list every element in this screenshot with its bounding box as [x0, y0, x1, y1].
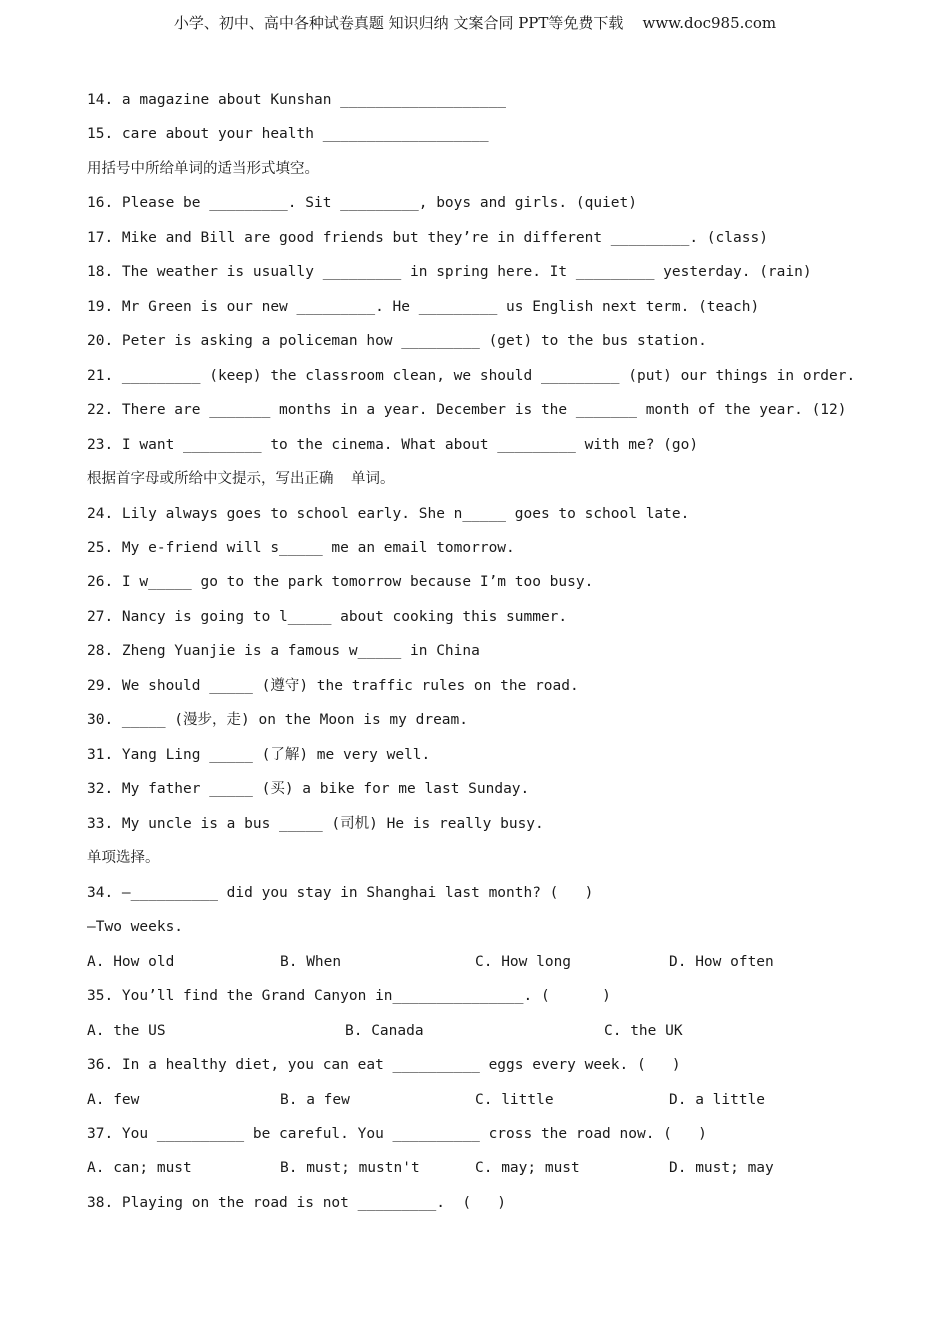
question-34: 34. —__________ did you stay in Shanghai last month? ( ): [87, 885, 594, 901]
question-18: 18. The weather is usually _________ in spring here. It _________ yesterday. (rain): [87, 264, 812, 280]
question-26: 26. I w_____ go to the park tomorrow because I’m too busy.: [87, 574, 594, 590]
q34-option-d: D. How often: [669, 954, 774, 970]
q34-option-c: C. How long: [475, 954, 572, 970]
question-32: 32. My father _____ (买) a bike for me last Sunday.: [87, 781, 530, 797]
question-23: 23. I want _________ to the cinema. What about _________ with me? (go): [87, 437, 699, 453]
q35-option-b: B. Canada: [345, 1023, 424, 1039]
question-20: 20. Peter is asking a policeman how _________ (get) to the bus station.: [87, 333, 707, 349]
question-24: 24. Lily always goes to school early. She n_____ goes to school late.: [87, 506, 690, 522]
question-30: 30. _____ (漫步，走) on the Moon is my dream.: [87, 712, 468, 728]
q34-option-a: A. How old: [87, 954, 175, 970]
question-33: 33. My uncle is a bus _____ (司机) He is really busy.: [87, 816, 544, 832]
question-16: 16. Please be _________. Sit _________, boys and girls. (quiet): [87, 195, 637, 211]
q34-option-b: B. When: [280, 954, 342, 970]
question-19: 19. Mr Green is our new _________. He _________ us English next term. (teach): [87, 299, 760, 315]
question-14: 14. a magazine about Kunshan ___________________: [87, 92, 507, 108]
question-35: [87, 986, 611, 1006]
q35-blank: _______________: [392, 988, 524, 1004]
q35-option-c: C. the UK: [604, 1023, 683, 1039]
question-21: 21. _________ (keep) the classroom clean, we should _________ (put) our things in order.: [87, 368, 856, 384]
question-34-answer: —Two weeks.: [87, 919, 184, 935]
q37-option-c: C. may; must: [475, 1160, 580, 1176]
section-heading-spelling: 根据首字母或所给中文提示，写出正确 单词。: [87, 471, 395, 487]
q35-option-a: A. the US: [87, 1023, 166, 1039]
question-28: 28. Zheng Yuanjie is a famous w_____ in China: [87, 643, 480, 659]
question-36: 36. In a healthy diet, you can eat __________ eggs every week. ( ): [87, 1057, 681, 1073]
section-heading-multiple-choice: 单项选择。: [87, 850, 160, 866]
q37-option-a: A. can; must: [87, 1160, 192, 1176]
page-header: 小学、初中、高中各种试卷真题 知识归纳 文案合同 PPT等免费下载 www.doc985.com: [173, 14, 777, 32]
question-15: 15. care about your health ___________________: [87, 126, 489, 142]
question-17: 17. Mike and Bill are good friends but they’re in different _________. (class): [87, 230, 768, 246]
q37-option-b: B. must; mustn't: [280, 1160, 420, 1176]
q36-option-d: D. a little: [669, 1092, 766, 1108]
q36-option-b: B. a few: [280, 1092, 350, 1108]
question-25: 25. My e-friend will s_____ me an email tomorrow.: [87, 540, 515, 556]
question-27: 27. Nancy is going to l_____ about cooking this summer.: [87, 609, 568, 625]
question-38: 38. Playing on the road is not _________. ( ): [87, 1195, 507, 1211]
question-29: 29. We should _____ (遵守) the traffic rules on the road.: [87, 678, 579, 694]
question-37: 37. You __________ be careful. You __________ cross the road now. ( ): [87, 1126, 707, 1142]
q36-option-c: C. little: [475, 1092, 554, 1108]
question-31: 31. Yang Ling _____ (了解) me very well.: [87, 747, 431, 763]
question-22: 22. There are _______ months in a year. December is the _______ month of the year. (12): [87, 402, 847, 418]
q35-suffix: . ( ): [523, 988, 611, 1004]
section-heading-fill-form: 用括号中所给单词的适当形式填空。: [87, 161, 319, 177]
q35-prefix: 35. You’ll find the Grand Canyon in: [87, 988, 393, 1004]
q36-option-a: A. few: [87, 1092, 140, 1108]
q37-option-d: D. must; may: [669, 1160, 774, 1176]
